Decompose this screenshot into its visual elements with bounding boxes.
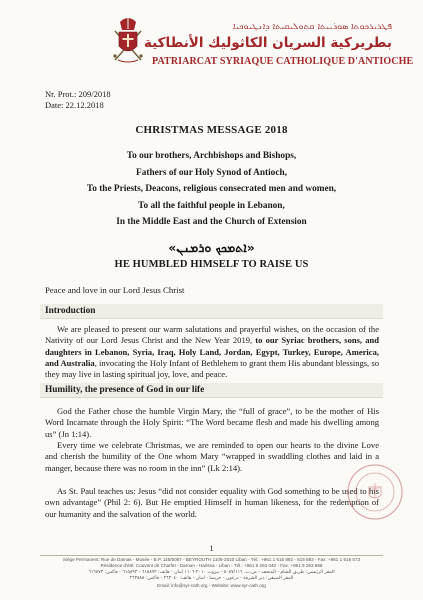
syriac-motto: «ܐܬܡܟܟ ܘܪܡܢܢ»	[168, 240, 255, 255]
address-block	[0, 148, 423, 231]
footer-line: Email: info@syr-cath.org - Website: www.syr-cath.org	[157, 582, 266, 588]
footer-line: Siège Permanent: Rue de Damas - Musée - B.P. 116/5087 - BEYROUTH 1106-2010 Liban - Tél.: +961 1 615 892 - 615 893 - Fax: +961 1 616 573	[62, 557, 361, 562]
paragraph-text: As St. Paul teaches us: Jesus “did not consider equality with God something to be used to his own advantage” (Phil 2: 6). But He emptied Himself in human likeness, for the redemption of our humanity and the salvation of the world.	[45, 486, 379, 519]
letter-date: Date: 22.12.2018	[45, 100, 104, 110]
letterhead	[0, 0, 423, 80]
patriarchate-coat-of-arms-icon	[110, 16, 146, 64]
footer-line: Résidence d'été: Couvent de Charfet - Daroun - Harissa - Liban - Tél.: +961 9 263 040 - Fax: +961 9 263 888	[100, 563, 323, 569]
letterhead-french-name: PATRIARCAT SYRIAQUE CATHOLIQUE D'ANTIOCHE	[152, 56, 414, 67]
footer-line: المقر الرئيسي: طريق الشام - المتحف - ص.ب. ٥٠٨٧/١١٦ - بيروت ٢٠١٠-١١٠٦ لبنان - هاتف: ٦١٥٨٩٢ - ٦١٥٨٩٣ - فاكس: ٦١٦٥٧٣	[88, 569, 335, 575]
address-line: To all the faithful people in Lebanon,	[138, 200, 285, 211]
paragraph-introduction	[45, 324, 379, 380]
address-line: To our brothers, Archbishops and Bishops,	[126, 151, 297, 161]
paragraph-text: God the Father chose the humble Virgin Mary, the “full of grace”, to be the mother of His Word Incarnate through the Holy Spirit: “The Word became flesh and made his dwelling among us” (Jn 1:14).	[45, 406, 379, 439]
document-title: CHRISTMAS MESSAGE 2018	[135, 124, 288, 136]
greeting: Peace and love in our Lord Jesus Christ	[45, 285, 185, 295]
address-line: Fathers of our Holy Synod of Antioch,	[136, 167, 287, 178]
footer-contact	[0, 557, 423, 589]
letterhead-arabic-name: بطريركية السريان الكاثوليك الأنطاكية	[143, 35, 392, 51]
footer-line: المقر الصيفي: دير الشرفة - درعون - حريصا - لبنان - هاتف: ٢٦٣٠٤٠ - فاكس: ٢٦٣٨٨٨	[129, 576, 294, 582]
page-number: 1	[209, 544, 214, 553]
paragraph-humility-2	[45, 440, 379, 474]
paragraph-humility-3	[45, 486, 379, 520]
message-headline: HE HUMBLED HIMSELF TO RAISE US	[114, 259, 309, 270]
section-heading-humility: Humility, the presence of God in our life	[40, 383, 383, 398]
address-line: In the Middle East and the Church of Extension	[116, 217, 307, 227]
section-heading-introduction: Introduction	[40, 304, 383, 319]
paragraph-text: Every time we celebrate Christmas, we are reminded to open our hearts to the divine Love and cherish the humility of the One whom Mary “wrapped in swaddling clothes and laid in a manger, because there was no room in the inn” (Lk 2:14).	[45, 440, 379, 473]
paragraph-text: , invocating the Holy Infant of Bethlehem to grant them His abundant blessings, so they may live in lasting spiritual joy, love, and peace.	[45, 357, 379, 380]
paragraph-text: We are pleased to present our warm salutations and prayerful wishes, on the occasion of the Nativity of our Lord Jesus Christ and the New Year 2019,	[45, 324, 379, 346]
footer-divider	[40, 555, 383, 556]
address-line: To the Priests, Deacons, religious consecrated men and women,	[86, 184, 337, 194]
paragraph-bold-text: to our Syriac brothers, sons, and daughters in Lebanon, Syria, Iraq, Holy Land, Jordan, Egypt, Turkey, Europe, America, and Australia	[45, 335, 379, 368]
letterhead-syriac-name: ܦܛܪܝܪܟܘܬܐ ܣܘܪܝܝܬܐ ܩܬܘܠܝܩܝܬܐ ܕܐܢܛܝܘܟܝܐ	[232, 22, 392, 32]
protocol-number: Nr. Prot.: 209/2018	[45, 89, 111, 99]
paragraph-humility-1	[45, 406, 379, 440]
official-seal-stamp-icon	[345, 462, 405, 522]
